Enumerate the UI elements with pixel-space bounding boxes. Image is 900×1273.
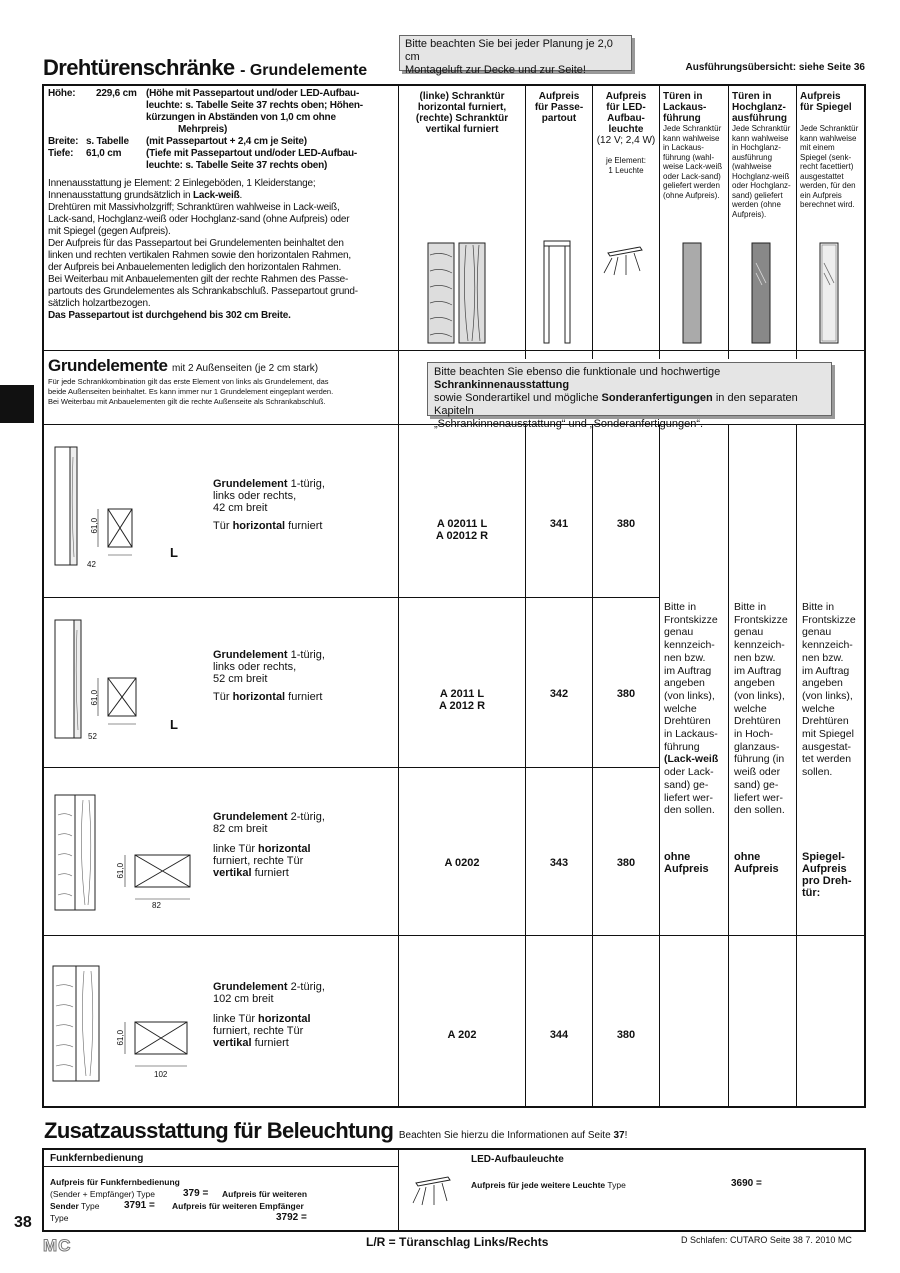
door-veneer-icon — [428, 243, 488, 345]
led-title: LED-Aufbauleuchte — [471, 1154, 564, 1165]
led-extra-code: 3690 = — [731, 1178, 762, 1189]
zusatz-heading: Zusatzausstattung für Beleuchtung Beachten Sie hierzu die Informationen auf Seite 37! — [44, 1118, 628, 1143]
row-divider — [43, 350, 865, 351]
item-code-2: A 2011 L A 2012 R — [438, 688, 486, 712]
row-divider — [43, 935, 865, 936]
depth-dim-4: 61,0 — [116, 1029, 126, 1046]
col-header-spiegel: Aufpreis für Spiegel Jede Schranktür kann wahlweise mit einem Spiegel (senk- recht facettiert) ausgestattet werden, für den ein Aufpreis berechnet wird. — [800, 91, 859, 209]
cabinet-drawing-3 — [55, 795, 195, 920]
row-divider — [43, 767, 659, 768]
depth-dim-3: 61,0 — [116, 862, 126, 879]
passepartout-icon — [543, 240, 573, 344]
grundelemente-notes: Für jede Schrankkombination gilt das erste Element von links als Grundelement, das beide Außenseiten beinhaltet. Es kann immer nur 1 Grundelement eingeplant werden. Bei Weiterbau mit Anbauelementen gilt die rechte Außenseite als Schrankabschluß. — [48, 377, 334, 406]
cabinet-drawing-4 — [53, 966, 193, 1091]
col-header-lack: Türen in Lackaus- führung Jede Schranktür kann wahlweise in Lackaus- führung (wahl- weise Lack-weiß oder Lack-sand) geliefert werden (ohne Aufpreis). — [663, 91, 723, 200]
item-desc-2: Grundelement 1-türig, links oder rechts, 52 cm breit Tür horizontal furniert — [213, 649, 325, 703]
item-desc-4: Grundelement 2-türig, 102 cm breit linke Tür horizontal furniert, rechte Tür vertikal furniert — [213, 981, 325, 1049]
hinge-marker-2: L — [170, 717, 178, 732]
price-passepartout-2: 342 — [549, 688, 569, 700]
price-passepartout-4: 344 — [549, 1029, 569, 1041]
page-title: Drehtürenschränke - Grundelemente — [43, 55, 368, 80]
width-dim-1: 42 — [87, 560, 96, 569]
col-divider — [728, 85, 729, 359]
price-passepartout-3: 343 — [549, 857, 569, 869]
width-dim-4: 102 — [154, 1070, 168, 1079]
price-led-1: 380 — [616, 518, 636, 530]
item-code-3: A 0202 — [444, 857, 480, 869]
depth-dim-2: 61,0 — [90, 689, 100, 706]
price-led-4: 380 — [616, 1029, 636, 1041]
specs-block: Höhe: 229,6 cm (Höhe mit Passepartout und/oder LED-Aufbau- leuchte: s. Tabelle Seite 37 rechts oben; Höhen- kürzungen in Abständen von 1,0 cm ohne Mehrpreis) Breite: s. Tabelle (mit Passepartout + 2,4 cm je Seite) Tiefe: 61,0 cm (Tiefe mit Passepartout und/oder LED-Aufbau- leuchte: s. Tabelle Seite 37 rechts oben) Innenausstattung je Element: 2 Einlegeböden, 1 Kleiderstange; Innenausstattung grundsätzlich in Lack-weiß. Drehtüren mit Massivholzgriff; Schranktüren wahlweise in Lack-weiß, Lack-sand, Hochglanz-weiß oder Hochglanz-sand (ohne Aufpreis) oder mit Spiegel (gegen Aufpreis). Der Aufpreis für das Passepartout bei Grundelementen beinhaltet den linken und rechten vertikalen Rahmen sowie den horizontalen Rahmen, der Aufpreis bei Anbauelementen lediglich den horizontalen Rahmen. Bei Weiterbau mit Anbauelementen gilt der rechte Rahmen des Passe- partouts des Grundelementes als Schrankabschluß. Passepartout grund- sätzlich holzartbezogen. Das Passepartout ist durchgehend bis 302 cm Breite. — [48, 88, 363, 321]
item-desc-1: Grundelement 1-türig, links oder rechts, 42 cm breit Tür horizontal furniert — [213, 478, 325, 532]
page-number: 38 — [14, 1214, 32, 1231]
depth-dim-1: 61,0 — [90, 517, 100, 534]
remote-prices: Aufpreis für Funkfernbedienung (Sender + Empfänger) Type 379 = Aufpreis für weiteren Sender Type 3791 = Aufpreis für weiteren Empfänger Type 3792 = — [50, 1177, 308, 1223]
col-divider — [728, 425, 729, 1106]
row-divider — [43, 597, 659, 598]
item-code-1: A 02011 L A 02012 R — [435, 518, 489, 542]
spiegel-order-note: Bitte in Frontskizze genau kennzeich- nen bzw. im Auftrag angeben (von links), welche Drehtüren mit Spiegel ausgestat- tet werden sollen. — [802, 601, 856, 779]
info-box: Bitte beachten Sie ebenso die funktionale und hochwertige Schrankinnenausstattung sowie Sonderartikel und mögliche Sonderanfertigungen in den separaten Kapiteln „Schrankinnenausstattung“ und „Sonderanfertigungen“. — [427, 362, 832, 416]
price-led-3: 380 — [616, 857, 636, 869]
planning-note: Bitte beachten Sie bei jeder Planung je 2,0 cm Montageluft zur Decke und zur Seite! — [399, 35, 632, 71]
col-divider — [796, 425, 797, 1106]
led-lamp-icon — [410, 1175, 454, 1211]
door-hochglanz-icon — [752, 243, 772, 345]
led-extra-price: Aufpreis für jede weitere Leuchte Type — [471, 1180, 626, 1190]
col-divider — [796, 85, 797, 359]
footer-info: D Schlafen: CUTARO Seite 38 7. 2010 MC — [681, 1235, 852, 1245]
hochglanz-order-note: Bitte in Frontskizze genau kennzeich- nen bzw. im Auftrag angeben (von links), welche Drehtüren in Hoch- glanzaus- führung (in weiß oder sand) ge- liefert wer- den sollen. — [734, 601, 788, 817]
col-divider — [398, 1149, 399, 1231]
item-code-4: A 202 — [447, 1029, 477, 1041]
col-header-passepartout: Aufpreis für Passe- partout — [534, 91, 584, 124]
hinge-marker-1: L — [170, 545, 178, 560]
width-dim-2: 52 — [88, 732, 97, 741]
col-header-veneer: (linke) Schranktür horizontal furniert, (rechte) Schranktür vertikal furniert — [415, 91, 509, 135]
price-passepartout-1: 341 — [549, 518, 569, 530]
width-dim-3: 82 — [152, 901, 161, 910]
footer-legend: L/R = Türanschlag Links/Rechts — [366, 1235, 549, 1249]
col-divider — [659, 425, 660, 1106]
brand-logo: MC — [43, 1236, 72, 1255]
lack-price-note: ohne Aufpreis — [664, 851, 709, 875]
led-lamp-icon — [600, 243, 650, 283]
col-divider — [398, 85, 399, 1106]
lack-order-note: Bitte in Frontskizze genau kennzeich- nen bzw. im Auftrag angeben (von links), welche Drehtüren in Lackaus- führung (Lack-weiß oder Lack- sand) ge- liefert wer- den sollen. — [664, 601, 719, 817]
overview-reference: Ausführungsübersicht: siehe Seite 36 — [685, 62, 865, 73]
door-mirror-icon — [820, 243, 840, 345]
col-header-led: Aufpreis für LED- Aufbau- leuchte (12 V; 2,4 W) je Element: 1 Leuchte — [596, 91, 656, 175]
door-lack-icon — [683, 243, 703, 345]
grundelemente-heading: Grundelemente mit 2 Außenseiten (je 2 cm stark) — [48, 356, 319, 375]
spiegel-price-note: Spiegel- Aufpreis pro Dreh- tür: — [802, 851, 852, 899]
col-divider — [659, 85, 660, 359]
item-desc-3: Grundelement 2-türig, 82 cm breit linke Tür horizontal furniert, rechte Tür vertikal furniert — [213, 811, 325, 879]
row-divider — [43, 1166, 398, 1167]
section-tab-marker — [0, 385, 34, 423]
remote-title: Funkfernbedienung — [50, 1153, 144, 1164]
col-header-hochglanz: Türen in Hochglanz- ausführung Jede Schranktür kann wahlweise in Hochglanz- ausführung (wahlweise Hochglanz-weiß oder Hochglanz- sand) geliefert werden (ohne Aufpreis). — [732, 91, 791, 219]
col-divider — [525, 85, 526, 359]
price-led-2: 380 — [616, 688, 636, 700]
hochglanz-price-note: ohne Aufpreis — [734, 851, 779, 875]
